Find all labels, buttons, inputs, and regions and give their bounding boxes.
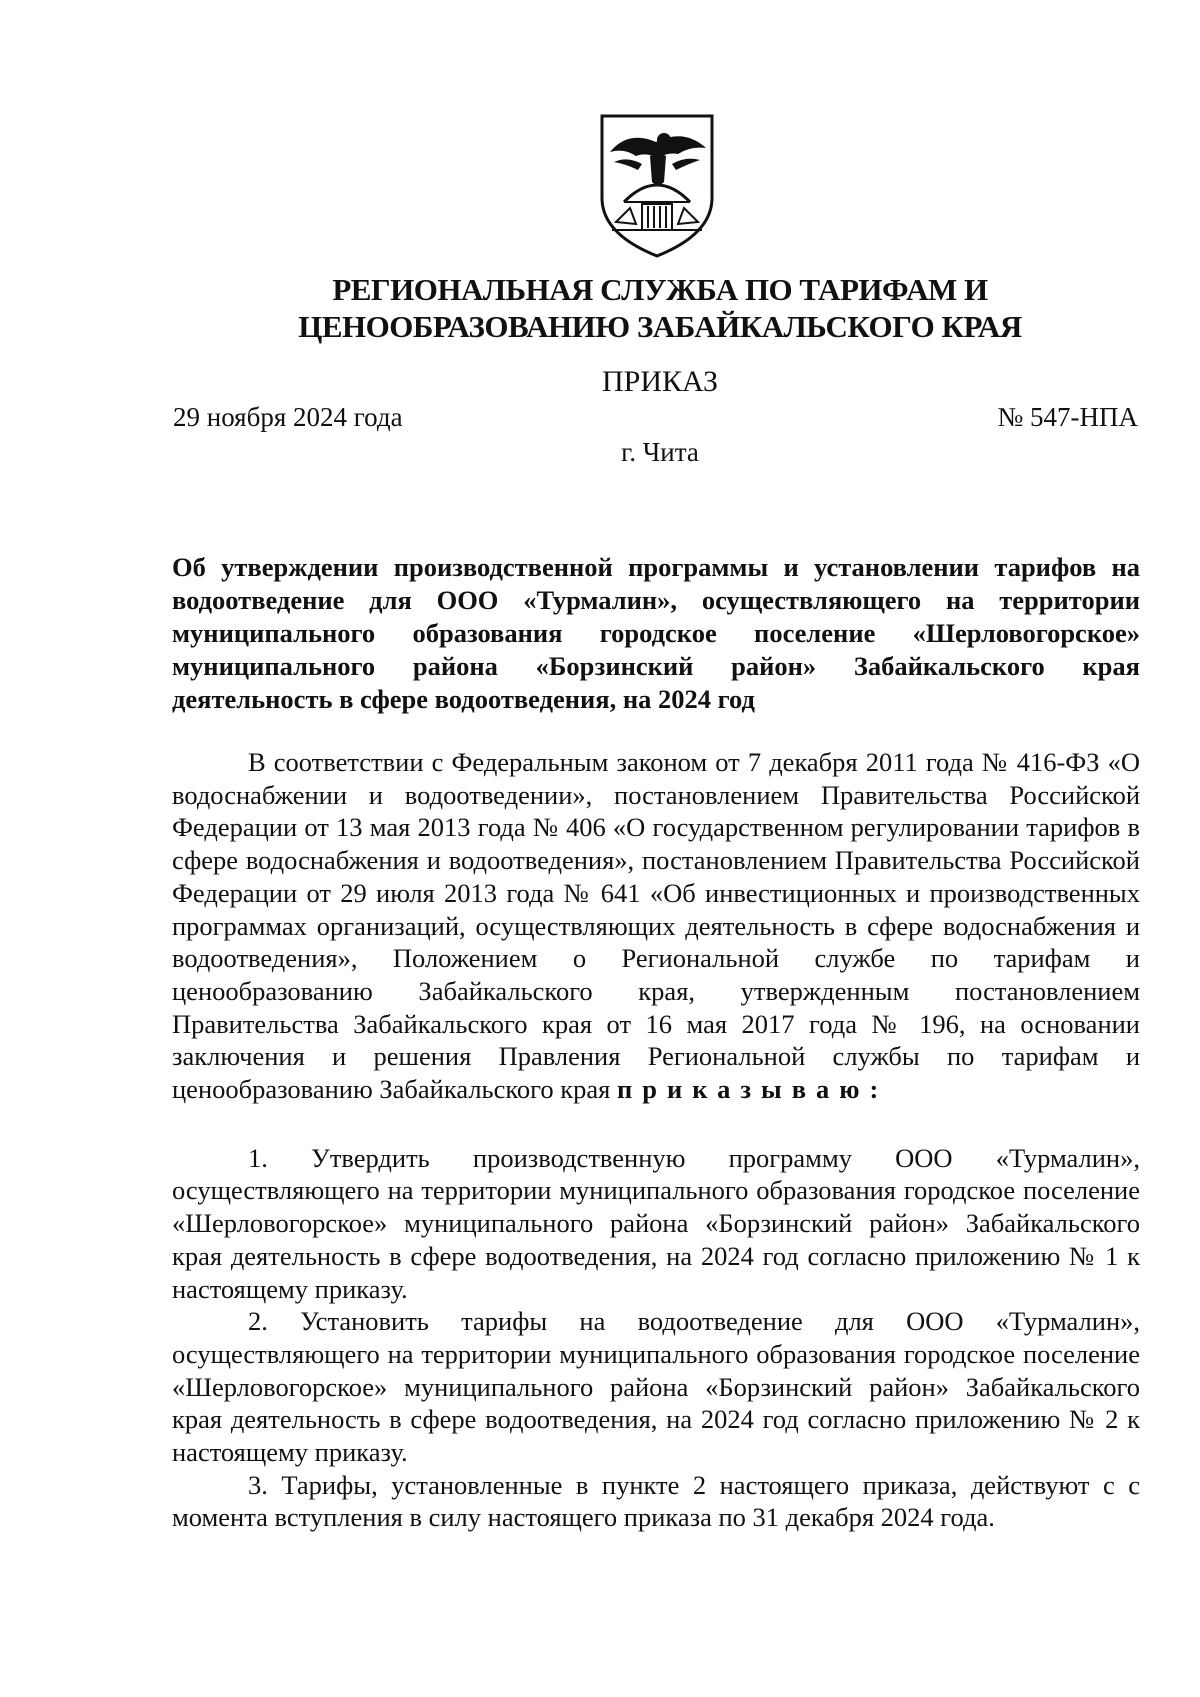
document-body xyxy=(172,746,1140,1534)
agency-name-line2: ЦЕНООБРАЗОВАНИЮ ЗАБАЙКАЛЬСКОГО КРАЯ xyxy=(298,309,1022,344)
document-city: г. Чита xyxy=(621,437,699,467)
order-item-3: 3. Тарифы, установленные в пункте 2 настоящего приказа, действуют с с момента вступления в силу настоящего приказа по 31 декабря 2024 года. xyxy=(172,1469,1140,1533)
paragraph-gap xyxy=(172,1106,1140,1142)
order-word: приказываю: xyxy=(616,1074,889,1105)
document-type: ПРИКАЗ xyxy=(602,365,718,398)
order-item-2: 2. Установить тарифы на водоотведение для ООО «Турмалин», осуществляющего на территории муниципального образования городское поселение «Шерловогорское» муниципального района «Борзинский район» Забайкальского края деятельность в сфере водоотведения, на 2024 год согласно приложению № 2 к настоящему приказу. xyxy=(172,1306,1140,1468)
order-item-1: 1. Утвердить производственную программу ООО «Турмалин», осуществляющего на территории муниципального образования городское поселение «Шерловогорское» муниципального района «Борзинский район» Забайкальского края деятельность в сфере водоотведения, на 2024 год согласно приложению № 1 к настоящему приказу. xyxy=(172,1142,1140,1304)
document-subject: Об утверждении производственной программы и установлении тарифов на водоотведение для ООО «Турмалин», осуществляющего на территории муниципального образования городское поселение «Шерловогорское» муниципального района «Борзинский район» Забайкальского края деятельность в сфере водоотведения, на 2024 год xyxy=(172,552,1140,714)
preamble-paragraph xyxy=(172,746,1140,1106)
agency-name-line1: РЕГИОНАЛЬНАЯ СЛУЖБА ПО ТАРИФАМ И xyxy=(332,272,988,307)
coat-of-arms-icon xyxy=(598,112,716,260)
document-number: № 547-НПА xyxy=(997,402,1138,432)
preamble-text: В соответствии с Федеральным законом от 7 декабря 2011 года № 416-ФЗ «О водоснабжении и водоотведении», постановлением Правительства Российской Федерации от 13 мая 2013 года № 406 «О государственном регулировании тарифов в сфере водоснабжения и водоотведения», постановлением Правительства Российской Федерации от 29 июля 2013 года № 641 «Об инвестиционных и производственных программах организаций, осуществляющих деятельность в сфере водоснабжения и водоотведения», Положением о Региональной службе по тарифам и ценообразованию Забайкальского края, утвержденным постановлением Правительства Забайкальского края от 16 мая 2017 года № 196, на основании заключения и решения Правления Региональной службы по тарифам и ценообразованию Забайкальского края xyxy=(172,747,1140,1105)
document-date: 29 ноября 2024 года xyxy=(173,402,403,432)
